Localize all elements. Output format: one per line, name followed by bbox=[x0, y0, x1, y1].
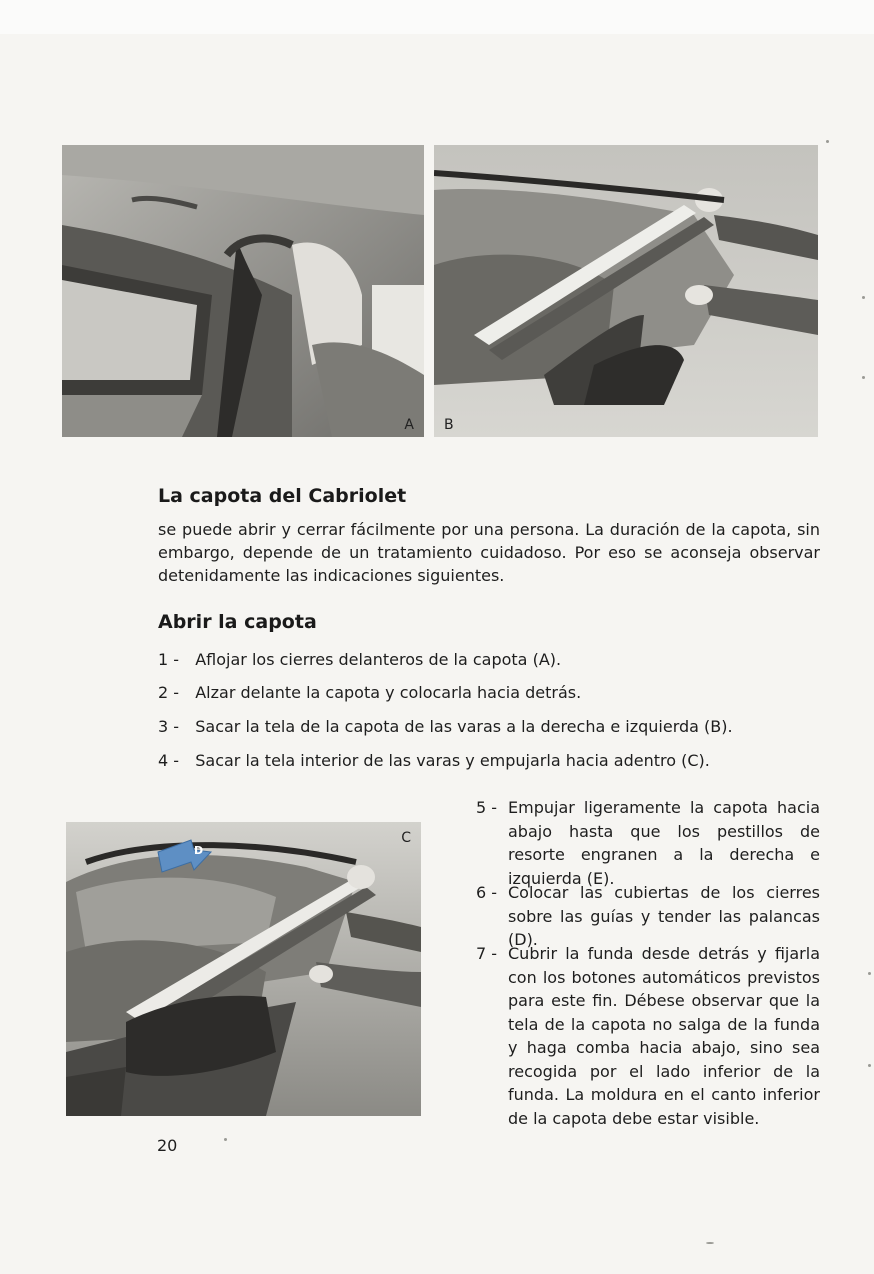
photo-a-illustration bbox=[62, 145, 424, 437]
step-4-text: Sacar la tela interior de las varas y empujarla hacia adentro (C). bbox=[195, 751, 710, 770]
paper-speck bbox=[706, 1242, 714, 1244]
step-6-text: Colocar las cubiertas de los cierres sobre las guías y tender las palancas (D). bbox=[508, 883, 820, 949]
paper-speck bbox=[826, 140, 829, 143]
step-1-number: 1 - bbox=[158, 650, 180, 669]
step-7 bbox=[476, 942, 820, 1128]
page-number: 20 bbox=[157, 1136, 178, 1155]
step-7-text: Cubrir la funda desde detrás y fijarla con los botones automáticos previstos para este fin. Débese observar que la tela de la capota no salga de la funda y haga comba hacia abajo, sino sea recogida por el lado inferior de la funda. La moldura en el canto inferior de la capota debe estar visible. bbox=[508, 944, 820, 1128]
photo-b-illustration bbox=[434, 145, 818, 437]
figure-label-b: B bbox=[444, 417, 454, 433]
step-4 bbox=[158, 751, 710, 770]
page-top-band bbox=[0, 0, 874, 34]
step-6-number: 6 - bbox=[476, 883, 498, 902]
photo-a-roof-latch bbox=[62, 145, 424, 437]
photo-c-inner-fabric bbox=[66, 822, 421, 1116]
figure-label-a: A bbox=[404, 417, 414, 433]
paper-speck bbox=[224, 1138, 227, 1141]
photo-c-illustration bbox=[66, 822, 421, 1116]
paper-speck bbox=[862, 296, 865, 299]
step-1-text: Aflojar los cierres delanteros de la capota (A). bbox=[195, 650, 562, 669]
paper-speck bbox=[868, 1064, 871, 1067]
open-section-title: Abrir la capota bbox=[158, 611, 317, 633]
paper-speck bbox=[868, 972, 871, 975]
step-2-text: Alzar delante la capota y colocarla hacia detrás. bbox=[195, 683, 582, 702]
step-2-number: 2 - bbox=[158, 683, 180, 702]
section-title: La capota del Cabriolet bbox=[158, 485, 407, 507]
photo-b-roof-rails bbox=[434, 145, 818, 437]
step-3 bbox=[158, 717, 733, 736]
section-intro: se puede abrir y cerrar fácilmente por una persona. La duración de la capota, sin embargo, depende de un tratamiento cuidadoso. Por eso se aconseja observar detenidamente las indicaciones siguientes. bbox=[158, 520, 820, 585]
figure-label-c: C bbox=[401, 830, 411, 846]
step-3-number: 3 - bbox=[158, 717, 180, 736]
paper-speck bbox=[862, 376, 865, 379]
step-1 bbox=[158, 650, 561, 669]
step-2 bbox=[158, 683, 581, 702]
step-7-number: 7 - bbox=[476, 944, 498, 963]
step-5 bbox=[476, 796, 820, 888]
step-5-number: 5 - bbox=[476, 798, 498, 817]
arrow-label-d: D bbox=[194, 844, 204, 857]
step-5-text: Empujar ligeramente la capota hacia abajo hasta que los pestillos de resorte engranen a la derecha e izquierda (E). bbox=[508, 798, 820, 888]
step-3-text: Sacar la tela de la capota de las varas a la derecha e izquierda (B). bbox=[195, 717, 733, 736]
step-6 bbox=[476, 881, 820, 949]
step-4-number: 4 - bbox=[158, 751, 180, 770]
